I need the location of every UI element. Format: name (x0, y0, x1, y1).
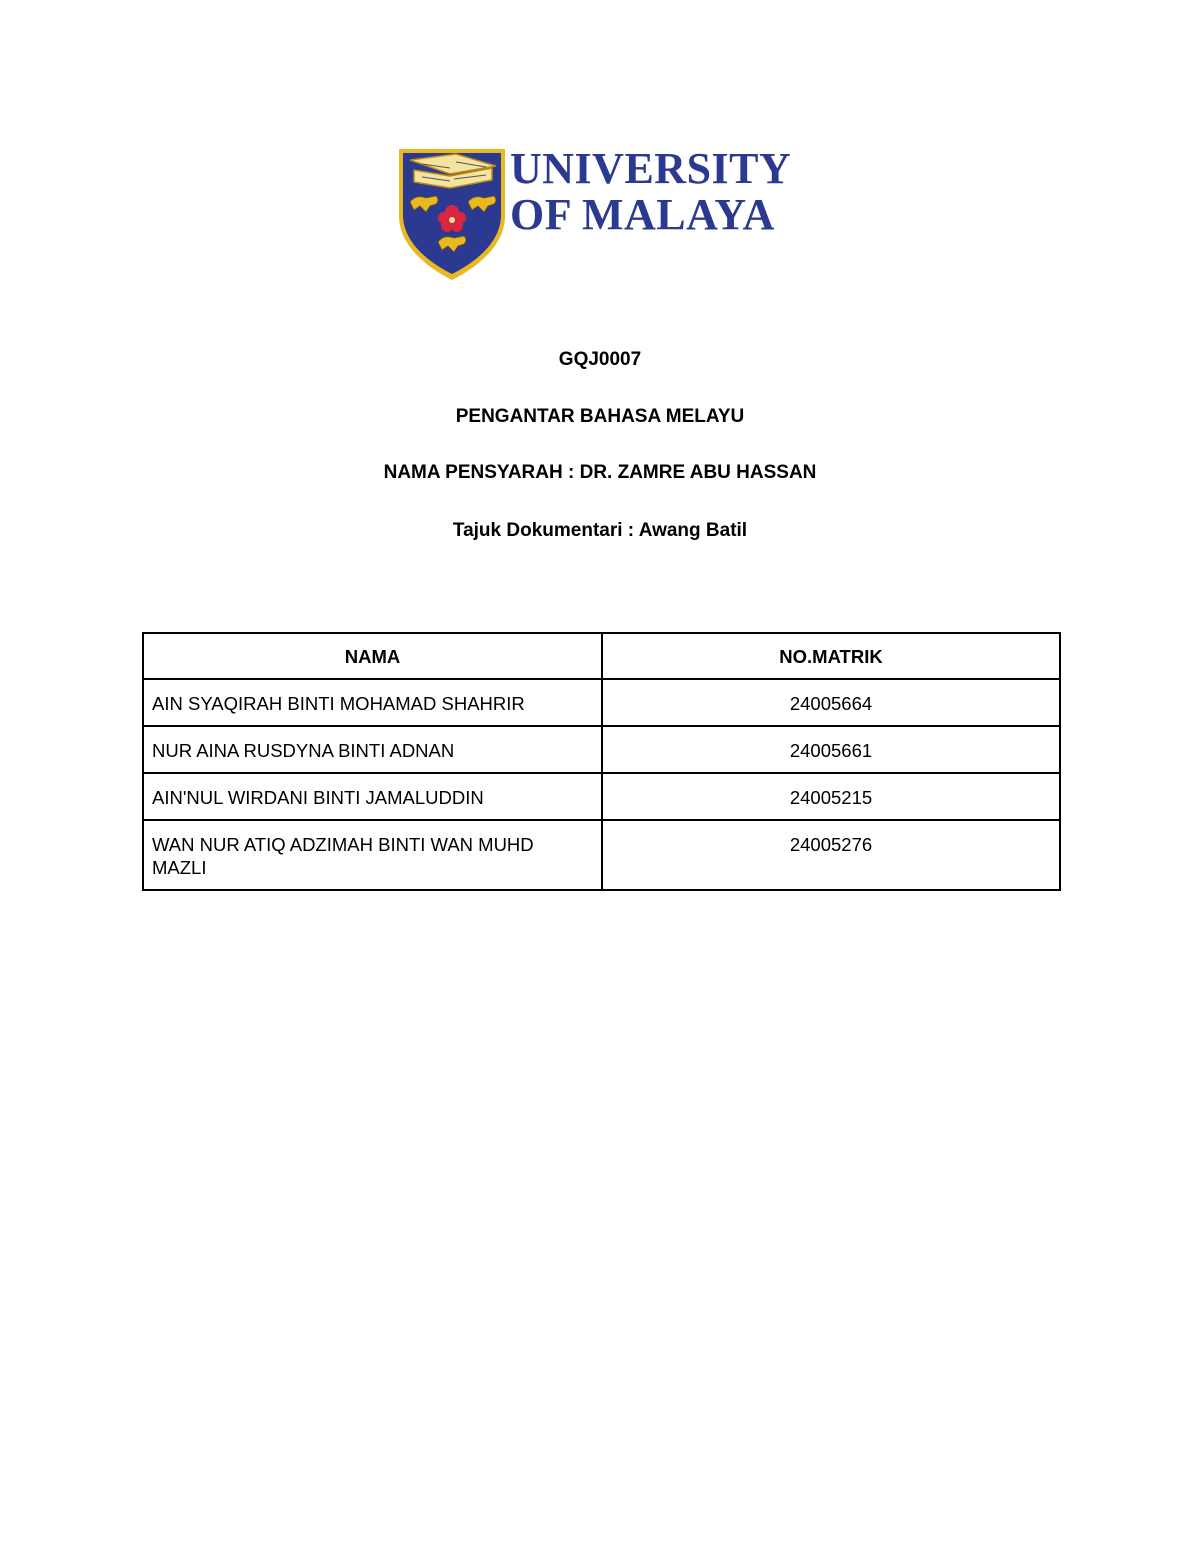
logo-wordmark (510, 146, 791, 238)
column-header-matrik: NO.MATRIK (602, 633, 1060, 679)
table-row (143, 820, 1060, 890)
matric-number: 24005661 (602, 726, 1060, 773)
crest-icon (396, 146, 508, 284)
matric-number: 24005664 (602, 679, 1060, 726)
table-row (143, 726, 1060, 773)
course-code: GQJ0007 (558, 349, 642, 370)
table-row (143, 679, 1060, 726)
logo-line-2: OF MALAYA (510, 190, 775, 239)
members-table (142, 632, 1061, 891)
university-logo (396, 146, 806, 284)
logo-line-1: UNIVERSITY (510, 144, 792, 193)
matric-number: 24005276 (602, 820, 1060, 890)
documentary-title: Tajuk Dokumentari : Awang Batil (452, 520, 748, 541)
student-name: NUR AINA RUSDYNA BINTI ADNAN (143, 726, 602, 773)
matric-number: 24005215 (602, 773, 1060, 820)
student-name: AIN SYAQIRAH BINTI MOHAMAD SHAHRIR (143, 679, 602, 726)
column-header-nama: NAMA (143, 633, 602, 679)
lecturer-name: NAMA PENSYARAH : DR. ZAMRE ABU HASSAN (383, 462, 817, 483)
table-row (143, 773, 1060, 820)
course-name: PENGANTAR BAHASA MELAYU (455, 406, 745, 427)
student-name: AIN'NUL WIRDANI BINTI JAMALUDDIN (143, 773, 602, 820)
table-header-row (143, 633, 1060, 679)
student-name: WAN NUR ATIQ ADZIMAH BINTI WAN MUHD MAZLI (143, 820, 602, 890)
